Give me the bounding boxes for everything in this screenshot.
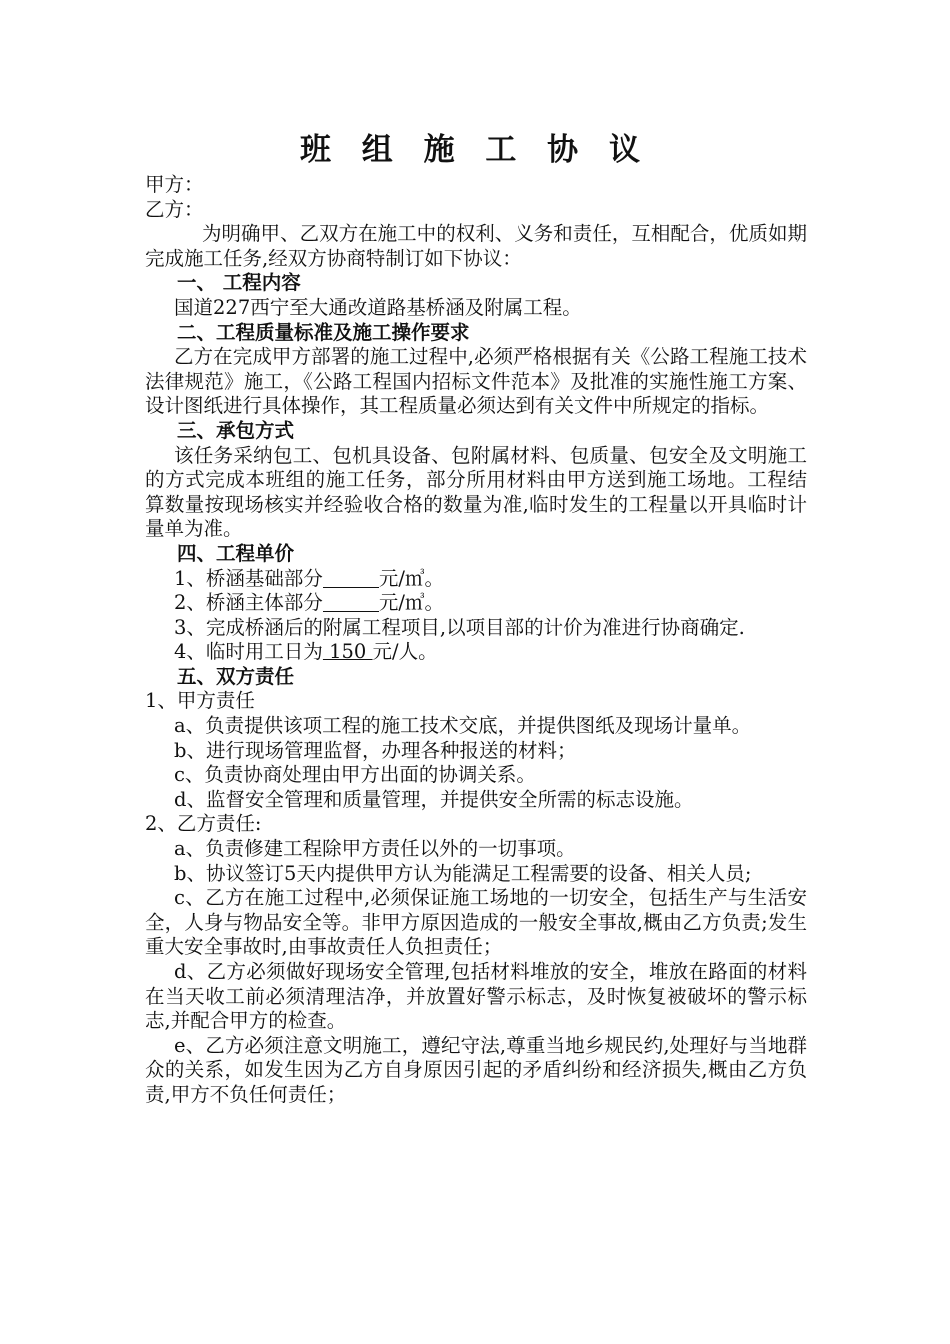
- price-item-1-unit: 元/㎥。: [378, 566, 444, 590]
- section-5-heading: 五、双方责任: [177, 664, 295, 688]
- price-item-1-label: 1、桥涵基础部分: [174, 566, 323, 590]
- document-body: [145, 173, 807, 1108]
- price-item-2-label: 2、桥涵主体部分: [174, 591, 323, 615]
- party-a-duties-heading: 1、甲方责任: [145, 689, 255, 713]
- party-a-duty: d、监督安全管理和质量管理，并提供安全所需的标志设施。: [174, 787, 694, 811]
- party-b-duty: e、乙方必须注意文明施工，遵纪守法,尊重当地乡规民约,处理好与当地群众的关系，如发生因为乙方自身原因引起的矛盾纠纷和经济损失,概由乙方负责,甲方不负任何责任；: [145, 1033, 807, 1106]
- section-3-text: 该任务采纳包工、包机具设备、包附属材料、包质量、包安全及文明施工的方式完成本班组的施工任务，部分所用材料由甲方送到施工场地。工程结算数量按现场核实并经验收合格的数量为准,临时发生的工程量以开具临时计量单为准。: [145, 443, 807, 541]
- price-item-4-value: 150: [322, 640, 373, 664]
- party-b-line: 乙方：: [145, 197, 204, 221]
- price-item-2-unit: 元/㎥。: [378, 591, 444, 615]
- price-item-4-label: 4、临时用工日为: [174, 640, 323, 664]
- section-2-heading: 二、工程质量标准及施工操作要求: [177, 320, 470, 344]
- price-item-3: 3、完成桥涵后的附属工程项目,以项目部的计价为准进行协商确定.: [174, 615, 745, 639]
- section-2-text: 乙方在完成甲方部署的施工过程中,必须严格根据有关《公路工程施工技术法律规范》施工，《公路工程国内招标文件范本》及批准的实施性施工方案、设计图纸进行具体操作，其工程质量必须达到有关文件中所规定的指标。: [145, 345, 807, 418]
- section-4-heading: 四、工程单价: [177, 541, 295, 565]
- price-item-4-unit: 元/人。: [372, 640, 438, 664]
- section-3-heading: 三、承包方式: [177, 418, 295, 442]
- price-item-1-blank: [323, 569, 379, 588]
- party-b-duties-heading: 2、乙方责任:: [145, 812, 262, 836]
- party-b-duty: c、乙方在施工过程中,必须保证施工场地的一切安全，包括生产与生活安全，人身与物品安全等。非甲方原因造成的一般安全事故,概由乙方负责;发生重大安全事故时,由事故责任人负担责任；: [145, 886, 807, 959]
- price-item-1: [145, 567, 807, 592]
- document-title: 班 组 施 工 协 议: [300, 132, 650, 168]
- party-a-duty: b、进行现场管理监督，办理各种报送的材料；: [174, 738, 577, 762]
- section-1-heading: 一、 工程内容: [177, 271, 301, 295]
- party-b-duty: d、乙方必须做好现场安全管理,包括材料堆放的安全，堆放在路面的材料在当天收工前必须清理洁净，并放置好警示标志，及时恢复被破坏的警示标志,并配合甲方的检查。: [145, 960, 807, 1033]
- party-a-duty: a、负责提供该项工程的施工技术交底，并提供图纸及现场计量单。: [174, 714, 752, 738]
- party-a-duty: c、负责协商处理由甲方出面的协调关系。: [174, 763, 536, 787]
- section-1-text: 国道227西宁至大通改道路基桥涵及附属工程。: [174, 295, 582, 319]
- price-item-2: [145, 591, 807, 616]
- party-b-duty: b、协议签订5天内提供甲方认为能满足工程需要的设备、相关人员;: [174, 861, 752, 885]
- party-b-duty: a、负责修建工程除甲方责任以外的一切事项。: [174, 837, 576, 861]
- price-item-4: [145, 640, 807, 665]
- party-a-line: 甲方：: [145, 173, 204, 196]
- intro-paragraph: 为明确甲、乙双方在施工中的权利、义务和责任，互相配合，优质如期完成施工任务,经双方协商特制订如下协议：: [145, 222, 807, 270]
- price-item-2-blank: [323, 593, 379, 612]
